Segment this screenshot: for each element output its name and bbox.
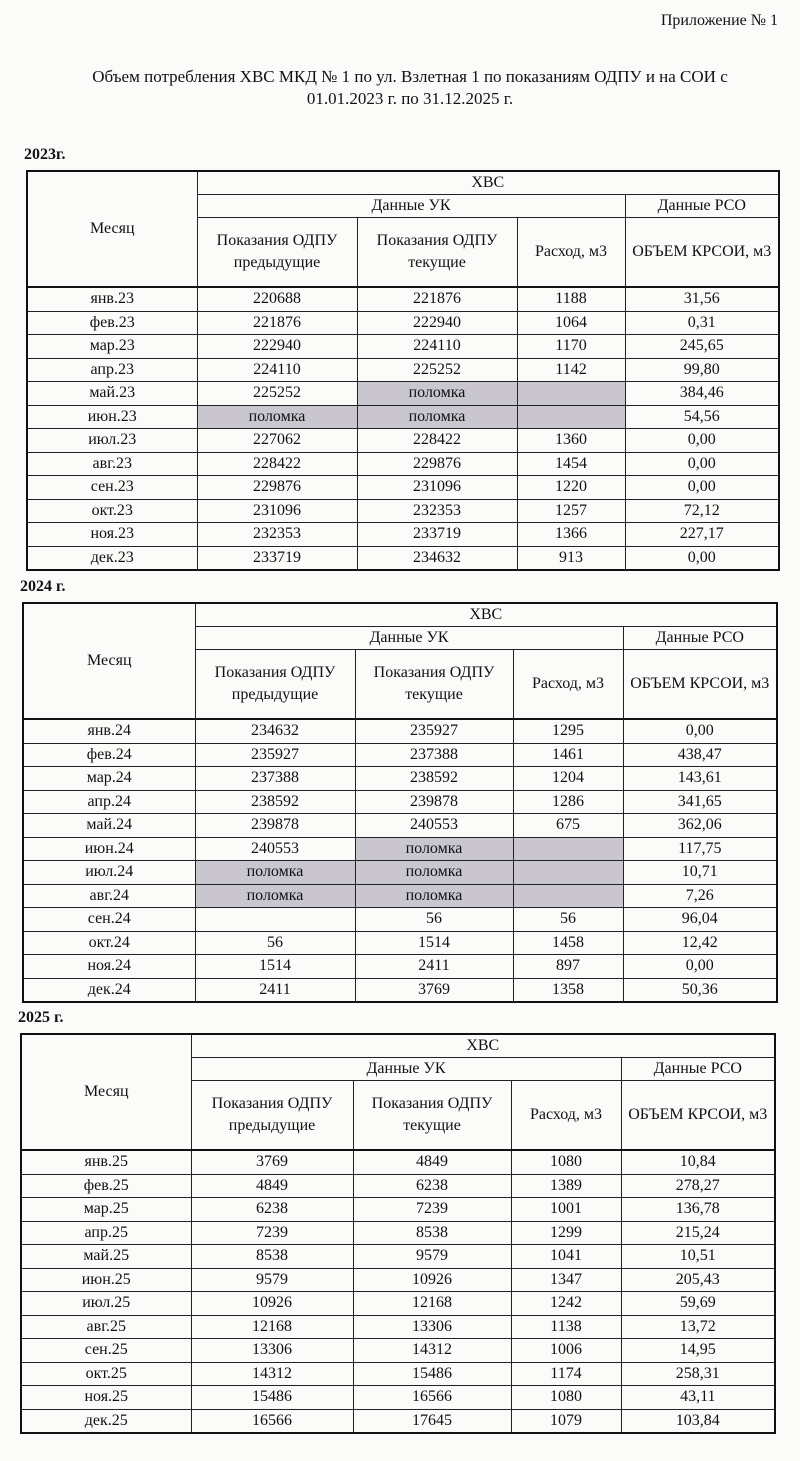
consumption-table: [20, 1033, 776, 1434]
table-row: [21, 1409, 775, 1433]
cell-prev: 222940: [197, 335, 357, 359]
cell-curr: 237388: [355, 743, 513, 767]
cell-curr: 229876: [357, 452, 517, 476]
cell-prev: 220688: [197, 287, 357, 311]
cell-krsoi: 0,00: [623, 955, 777, 979]
cell-curr: поломка: [355, 837, 513, 861]
header-rso: Данные РСО: [621, 1058, 775, 1081]
cell-flow: [513, 884, 623, 908]
year-label: 2023г.: [24, 146, 66, 163]
cell-curr: 221876: [357, 287, 517, 311]
table-row: [21, 1245, 775, 1269]
cell-month: янв.25: [21, 1150, 191, 1174]
cell-prev: 227062: [197, 429, 357, 453]
cell-flow: 1299: [511, 1221, 621, 1245]
cell-month: ноя.23: [27, 523, 197, 547]
cell-prev: 234632: [195, 719, 355, 743]
cell-krsoi: 99,80: [625, 358, 779, 382]
header-flow: Расход, м3: [511, 1081, 621, 1151]
cell-month: сен.25: [21, 1339, 191, 1363]
table-row: [21, 1386, 775, 1410]
annex-label: Приложение № 1: [660, 12, 778, 29]
cell-month: янв.24: [23, 719, 195, 743]
cell-curr: 14312: [353, 1339, 511, 1363]
cell-curr: 225252: [357, 358, 517, 382]
cell-month: фев.23: [27, 311, 197, 335]
header-curr: Показания ОДПУ текущие: [357, 218, 517, 288]
cell-prev: 3769: [191, 1150, 353, 1174]
cell-curr: 233719: [357, 523, 517, 547]
table-row: [23, 908, 777, 932]
cell-krsoi: 54,56: [625, 405, 779, 429]
cell-curr: 231096: [357, 476, 517, 500]
cell-prev: 2411: [195, 978, 355, 1002]
cell-flow: 1170: [517, 335, 625, 359]
cell-month: май.24: [23, 814, 195, 838]
table-row: [23, 978, 777, 1002]
cell-month: сен.24: [23, 908, 195, 932]
cell-prev: 10926: [191, 1292, 353, 1316]
cell-month: апр.23: [27, 358, 197, 382]
cell-prev: поломка: [197, 405, 357, 429]
cell-curr: 235927: [355, 719, 513, 743]
cell-flow: 1286: [513, 790, 623, 814]
header-prev: Показания ОДПУ предыдущие: [197, 218, 357, 288]
cell-flow: 1142: [517, 358, 625, 382]
cell-krsoi: 14,95: [621, 1339, 775, 1363]
cell-krsoi: 0,00: [625, 546, 779, 570]
header-prev: Показания ОДПУ предыдущие: [191, 1081, 353, 1151]
table-row: [21, 1150, 775, 1174]
cell-krsoi: 31,56: [625, 287, 779, 311]
cell-flow: 1006: [511, 1339, 621, 1363]
cell-flow: 1454: [517, 452, 625, 476]
cell-flow: 1080: [511, 1150, 621, 1174]
cell-krsoi: 0,00: [625, 429, 779, 453]
table-row: [27, 335, 779, 359]
cell-flow: 1257: [517, 499, 625, 523]
cell-prev: 238592: [195, 790, 355, 814]
cell-prev: поломка: [195, 861, 355, 885]
cell-flow: 1220: [517, 476, 625, 500]
cell-prev: 8538: [191, 1245, 353, 1269]
cell-flow: [517, 382, 625, 406]
cell-curr: 56: [355, 908, 513, 932]
cell-prev: 225252: [197, 382, 357, 406]
cell-month: авг.23: [27, 452, 197, 476]
cell-curr: 7239: [353, 1198, 511, 1222]
cell-curr: 10926: [353, 1268, 511, 1292]
year-label: 2025 г.: [18, 1009, 64, 1026]
table-row: [21, 1362, 775, 1386]
cell-month: июл.24: [23, 861, 195, 885]
table-row: [23, 931, 777, 955]
cell-curr: 15486: [353, 1362, 511, 1386]
cell-krsoi: 50,36: [623, 978, 777, 1002]
cell-prev: [195, 908, 355, 932]
cell-month: ноя.24: [23, 955, 195, 979]
cell-flow: 1366: [517, 523, 625, 547]
header-krsoi: ОБЪЕМ КРСОИ, м3: [625, 218, 779, 288]
cell-prev: 240553: [195, 837, 355, 861]
cell-prev: 1514: [195, 955, 355, 979]
header-rso: Данные РСО: [625, 195, 779, 218]
cell-krsoi: 341,65: [623, 790, 777, 814]
header-hvs: ХВС: [195, 603, 777, 627]
table-row: [27, 452, 779, 476]
cell-prev: 228422: [197, 452, 357, 476]
cell-krsoi: 117,75: [623, 837, 777, 861]
cell-krsoi: 205,43: [621, 1268, 775, 1292]
title-line-2: 01.01.2023 г. по 31.12.2025 г.: [306, 89, 514, 108]
table-row: [21, 1268, 775, 1292]
header-rso: Данные РСО: [623, 627, 777, 650]
cell-krsoi: 12,42: [623, 931, 777, 955]
cell-curr: 4849: [353, 1150, 511, 1174]
cell-curr: 232353: [357, 499, 517, 523]
header-curr: Показания ОДПУ текущие: [353, 1081, 511, 1151]
cell-prev: 232353: [197, 523, 357, 547]
cell-flow: [513, 861, 623, 885]
cell-month: фев.24: [23, 743, 195, 767]
year-label: 2024 г.: [20, 578, 66, 595]
cell-month: фев.25: [21, 1174, 191, 1198]
cell-flow: 1389: [511, 1174, 621, 1198]
cell-krsoi: 72,12: [625, 499, 779, 523]
cell-prev: 224110: [197, 358, 357, 382]
cell-prev: 233719: [197, 546, 357, 570]
document-title: [40, 66, 780, 110]
cell-month: июл.23: [27, 429, 197, 453]
table-row: [23, 767, 777, 791]
table-row: [23, 814, 777, 838]
cell-month: авг.24: [23, 884, 195, 908]
cell-krsoi: 245,65: [625, 335, 779, 359]
cell-month: янв.23: [27, 287, 197, 311]
table-row: [27, 405, 779, 429]
cell-krsoi: 258,31: [621, 1362, 775, 1386]
cell-curr: 240553: [355, 814, 513, 838]
cell-flow: 56: [513, 908, 623, 932]
cell-krsoi: 103,84: [621, 1409, 775, 1433]
cell-curr: 234632: [357, 546, 517, 570]
cell-flow: 1358: [513, 978, 623, 1002]
table-row: [23, 837, 777, 861]
cell-curr: 1514: [355, 931, 513, 955]
cell-flow: 1242: [511, 1292, 621, 1316]
cell-krsoi: 13,72: [621, 1315, 775, 1339]
cell-month: май.23: [27, 382, 197, 406]
table-row: [27, 523, 779, 547]
header-uk: Данные УК: [197, 195, 625, 218]
cell-prev: 239878: [195, 814, 355, 838]
header-flow: Расход, м3: [517, 218, 625, 288]
cell-krsoi: 136,78: [621, 1198, 775, 1222]
header-prev: Показания ОДПУ предыдущие: [195, 650, 355, 720]
cell-krsoi: 278,27: [621, 1174, 775, 1198]
header-hvs: ХВС: [191, 1034, 775, 1058]
cell-prev: 221876: [197, 311, 357, 335]
cell-month: июл.25: [21, 1292, 191, 1316]
cell-flow: 1347: [511, 1268, 621, 1292]
cell-flow: 1079: [511, 1409, 621, 1433]
cell-flow: 1138: [511, 1315, 621, 1339]
cell-flow: 1188: [517, 287, 625, 311]
table-row: [21, 1339, 775, 1363]
cell-flow: 1174: [511, 1362, 621, 1386]
cell-krsoi: 362,06: [623, 814, 777, 838]
header-curr: Показания ОДПУ текущие: [355, 650, 513, 720]
cell-krsoi: 384,46: [625, 382, 779, 406]
title-line-1: Объем потребления ХВС МКД № 1 по ул. Взлетная 1 по показаниям ОДПУ и на СОИ с: [92, 67, 728, 86]
cell-krsoi: 43,11: [621, 1386, 775, 1410]
cell-prev: 15486: [191, 1386, 353, 1410]
table-row: [27, 429, 779, 453]
table-row: [23, 884, 777, 908]
cell-curr: поломка: [357, 405, 517, 429]
cell-curr: 228422: [357, 429, 517, 453]
cell-month: окт.23: [27, 499, 197, 523]
cell-flow: 1064: [517, 311, 625, 335]
cell-krsoi: 0,00: [625, 476, 779, 500]
cell-month: дек.23: [27, 546, 197, 570]
header-krsoi: ОБЪЕМ КРСОИ, м3: [623, 650, 777, 720]
table-row: [23, 955, 777, 979]
cell-month: май.25: [21, 1245, 191, 1269]
cell-prev: поломка: [195, 884, 355, 908]
cell-flow: [517, 405, 625, 429]
table-row: [27, 546, 779, 570]
table-row: [21, 1221, 775, 1245]
cell-prev: 7239: [191, 1221, 353, 1245]
cell-month: апр.25: [21, 1221, 191, 1245]
cell-flow: 1204: [513, 767, 623, 791]
table-row: [21, 1315, 775, 1339]
table-row: [23, 861, 777, 885]
header-hvs: ХВС: [197, 171, 779, 195]
table-row: [27, 499, 779, 523]
cell-prev: 237388: [195, 767, 355, 791]
cell-krsoi: 96,04: [623, 908, 777, 932]
cell-flow: 1041: [511, 1245, 621, 1269]
cell-flow: 897: [513, 955, 623, 979]
cell-krsoi: 59,69: [621, 1292, 775, 1316]
cell-month: мар.23: [27, 335, 197, 359]
table-row: [23, 790, 777, 814]
cell-curr: 13306: [353, 1315, 511, 1339]
table-row: [23, 719, 777, 743]
cell-krsoi: 10,51: [621, 1245, 775, 1269]
cell-prev: 13306: [191, 1339, 353, 1363]
header-uk: Данные УК: [191, 1058, 621, 1081]
consumption-table: [22, 602, 778, 1003]
cell-curr: 8538: [353, 1221, 511, 1245]
cell-month: мар.24: [23, 767, 195, 791]
cell-flow: 913: [517, 546, 625, 570]
table-row: [23, 743, 777, 767]
cell-krsoi: 215,24: [621, 1221, 775, 1245]
cell-month: сен.23: [27, 476, 197, 500]
cell-krsoi: 10,84: [621, 1150, 775, 1174]
cell-curr: 12168: [353, 1292, 511, 1316]
cell-month: дек.24: [23, 978, 195, 1002]
cell-curr: поломка: [355, 861, 513, 885]
cell-prev: 231096: [197, 499, 357, 523]
header-month: Месяц: [27, 171, 197, 287]
cell-month: ноя.25: [21, 1386, 191, 1410]
cell-prev: 4849: [191, 1174, 353, 1198]
cell-flow: [513, 837, 623, 861]
cell-krsoi: 0,00: [625, 452, 779, 476]
cell-month: июн.25: [21, 1268, 191, 1292]
cell-prev: 12168: [191, 1315, 353, 1339]
cell-curr: 239878: [355, 790, 513, 814]
header-flow: Расход, м3: [513, 650, 623, 720]
cell-flow: 675: [513, 814, 623, 838]
cell-flow: 1295: [513, 719, 623, 743]
cell-curr: 17645: [353, 1409, 511, 1433]
cell-prev: 16566: [191, 1409, 353, 1433]
table-row: [21, 1198, 775, 1222]
table-row: [27, 476, 779, 500]
table-row: [21, 1292, 775, 1316]
cell-month: апр.24: [23, 790, 195, 814]
table-row: [27, 358, 779, 382]
cell-curr: поломка: [357, 382, 517, 406]
header-uk: Данные УК: [195, 627, 623, 650]
cell-month: авг.25: [21, 1315, 191, 1339]
table-row: [21, 1174, 775, 1198]
cell-prev: 6238: [191, 1198, 353, 1222]
cell-krsoi: 227,17: [625, 523, 779, 547]
cell-curr: 3769: [355, 978, 513, 1002]
cell-curr: поломка: [355, 884, 513, 908]
cell-curr: 9579: [353, 1245, 511, 1269]
cell-krsoi: 7,26: [623, 884, 777, 908]
cell-prev: 235927: [195, 743, 355, 767]
cell-month: окт.24: [23, 931, 195, 955]
header-krsoi: ОБЪЕМ КРСОИ, м3: [621, 1081, 775, 1151]
header-month: Месяц: [23, 603, 195, 719]
cell-flow: 1001: [511, 1198, 621, 1222]
cell-flow: 1458: [513, 931, 623, 955]
cell-krsoi: 0,31: [625, 311, 779, 335]
cell-curr: 6238: [353, 1174, 511, 1198]
cell-curr: 238592: [355, 767, 513, 791]
cell-krsoi: 438,47: [623, 743, 777, 767]
table-row: [27, 287, 779, 311]
table-row: [27, 382, 779, 406]
cell-curr: 16566: [353, 1386, 511, 1410]
cell-prev: 229876: [197, 476, 357, 500]
cell-prev: 56: [195, 931, 355, 955]
cell-prev: 14312: [191, 1362, 353, 1386]
cell-month: июн.23: [27, 405, 197, 429]
cell-month: июн.24: [23, 837, 195, 861]
cell-flow: 1080: [511, 1386, 621, 1410]
cell-curr: 224110: [357, 335, 517, 359]
consumption-table: [26, 170, 780, 571]
cell-month: мар.25: [21, 1198, 191, 1222]
cell-krsoi: 0,00: [623, 719, 777, 743]
cell-krsoi: 10,71: [623, 861, 777, 885]
cell-month: окт.25: [21, 1362, 191, 1386]
header-month: Месяц: [21, 1034, 191, 1150]
cell-curr: 222940: [357, 311, 517, 335]
cell-flow: 1461: [513, 743, 623, 767]
cell-prev: 9579: [191, 1268, 353, 1292]
cell-curr: 2411: [355, 955, 513, 979]
cell-krsoi: 143,61: [623, 767, 777, 791]
cell-month: дек.25: [21, 1409, 191, 1433]
cell-flow: 1360: [517, 429, 625, 453]
table-row: [27, 311, 779, 335]
